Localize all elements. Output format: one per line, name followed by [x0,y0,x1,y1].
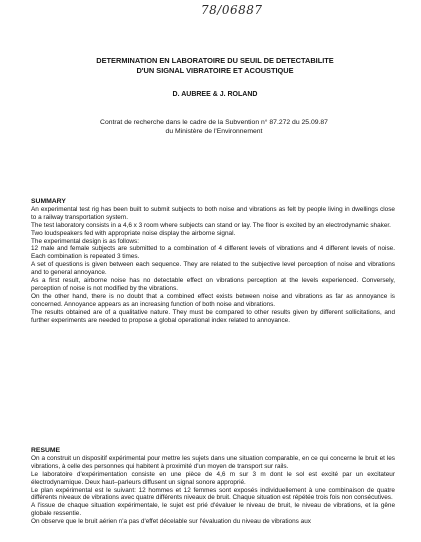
title-line-2: D'UN SIGNAL VIBRATOIRE ET ACOUSTIQUE [136,66,294,75]
summary-paragraph: The test laboratory consists in a 4,6 x 3 room where subjects can stand or lay. The floor is excited by an electrodynamic shaker. [31,221,391,229]
resume-paragraph: On observe que le bruit aérien n'a pas d'effet décelable sur l'évaluation du niveau de vibrations aux [31,518,311,526]
resume-paragraph: Le plan expérimental est le suivant: 12 hommes et 12 femmes sont exposés individuellement à une combinaison de quatre différents niveaux de vibrations avec quatre différents niveaux de bruit. Chaque situation est répétée trois fois non consécutives. [31,486,395,502]
summary-paragraph: An experimental test rig has been built to submit subjects to both noise and vibrations as felt by people living in dwellings close to a railway transportation system. [31,205,395,221]
resume-paragraph: Le laboratoire d'expérimentation consiste en une pièce de 4,6 m sur 3 m dont le sol est excité par un excitateur électrodynamique. Deux haut–parleurs diffusent un signal sonore approprié. [31,470,395,486]
document-title [30,56,400,76]
summary-heading: SUMMARY [31,198,66,205]
summary-paragraph: The results obtained are of a qualitative nature. They must be compared to other results given by different sollicitations, and further experiments are needed to propose a global operational index related to annoyance. [31,308,395,324]
resume-paragraph: On a construit un dispositif expérimental pour mettre les sujets dans une situation comparable, en ce qui concerne le bruit et les vibrations, à celle des personnes qui habitent à proximité d'un moyen de transport sur rails. [31,454,395,470]
title-line-1: DETERMINATION EN LABORATOIRE DU SEUIL DE DETECTABILITE [96,56,334,65]
summary-paragraph: 12 male and female subjects are submitted to a combination of 4 different levels of vibrations and 4 different levels of noise. Each combination is repeated 3 times. [31,245,395,261]
contract-line-2: du Ministère de l'Environnement [165,128,263,135]
summary-section [31,198,395,325]
summary-paragraph: A set of questions is given between each sequence. They are related to the subjective level perception of noise and vibrations and to general annoyance. [31,261,395,277]
contract-info [38,118,390,136]
summary-paragraph: The experimental design is as follows: [31,237,139,245]
summary-paragraph: Two loudspeakers fed with appropriate noise display the airborne signal. [31,229,236,237]
authors: D. AUBREE & J. ROLAND [172,91,258,98]
resume-heading: RESUME [31,447,61,454]
resume-paragraph: A l'issue de chaque situation expérimentale, le sujet est prié d'évaluer le niveau de bruit, le niveau de vibrations, et la gêne globale ressentie. [31,502,395,518]
handwritten-reference-number: 78/06887 [201,3,263,17]
summary-paragraph: As a first result, airborne noise has no detectable effect on vibrations perception at the levels experienced. Conversely, perception of noise is not modified by the vibrations. [31,277,395,292]
resume-section [31,447,395,526]
contract-line-1: Contrat de recherche dans le cadre de la Subvention n° 87.272 du 25.09.87 [100,119,328,126]
summary-paragraph: On the other hand, there is no doubt that a combined effect exists between noise and vibrations as far as annoyance is concerned. Annoyance appears as an increasing function of both noise and vibrations. [31,292,395,308]
